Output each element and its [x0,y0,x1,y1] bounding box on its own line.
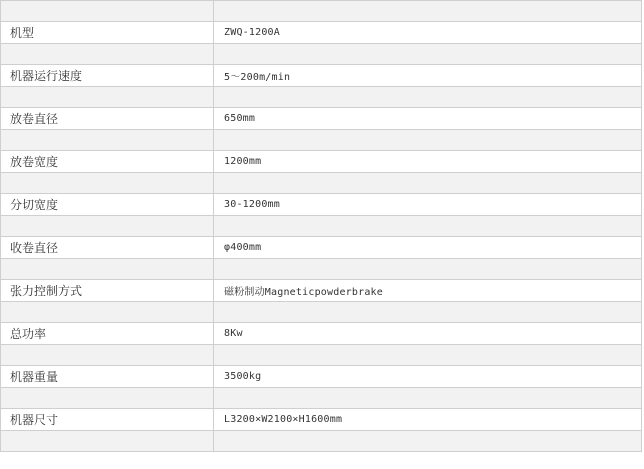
spec-value-weight: 3500kg [214,366,642,388]
table-row [1,409,642,431]
spec-label-weight: 机器重量 [1,366,214,388]
spacer-row [1,216,642,237]
spec-value-speed: 5～200m/min [214,65,642,87]
spec-value-unwind-width: 1200mm [214,151,642,173]
table-row [1,65,642,87]
table-row [1,108,642,130]
table-row [1,366,642,388]
spec-value-model: ZWQ-1200A [214,22,642,44]
spec-label-tension-control: 张力控制方式 [1,280,214,302]
spec-label-slit-width: 分切宽度 [1,194,214,216]
spec-value-total-power: 8Kw [214,323,642,345]
spec-value-slit-width: 30-1200mm [214,194,642,216]
spacer-row [1,44,642,65]
spacer-row [1,173,642,194]
table-row [1,151,642,173]
spec-label-unwind-width: 放卷宽度 [1,151,214,173]
table-row [1,323,642,345]
spacer-row [1,130,642,151]
spec-value-rewind-diameter: φ400mm [214,237,642,259]
spacer-row [1,431,642,452]
table-row [1,22,642,44]
table-row [1,194,642,216]
spec-label-rewind-diameter: 收卷直径 [1,237,214,259]
spec-value-unwind-diameter: 650mm [214,108,642,130]
table-row [1,280,642,302]
table-row [1,237,642,259]
spec-value-dimensions: L3200×W2100×H1600mm [214,409,642,431]
spacer-row [1,259,642,280]
spacer-row [1,345,642,366]
spacer-row [1,388,642,409]
spec-label-total-power: 总功率 [1,323,214,345]
spec-label-model: 机型 [1,22,214,44]
spec-label-speed: 机器运行速度 [1,65,214,87]
spacer-row [1,302,642,323]
spacer-row [1,1,642,22]
spec-label-dimensions: 机器尺寸 [1,409,214,431]
spec-label-unwind-diameter: 放卷直径 [1,108,214,130]
spec-value-tension-control: 磁粉制动Magneticpowderbrake [214,280,642,302]
spacer-row [1,87,642,108]
